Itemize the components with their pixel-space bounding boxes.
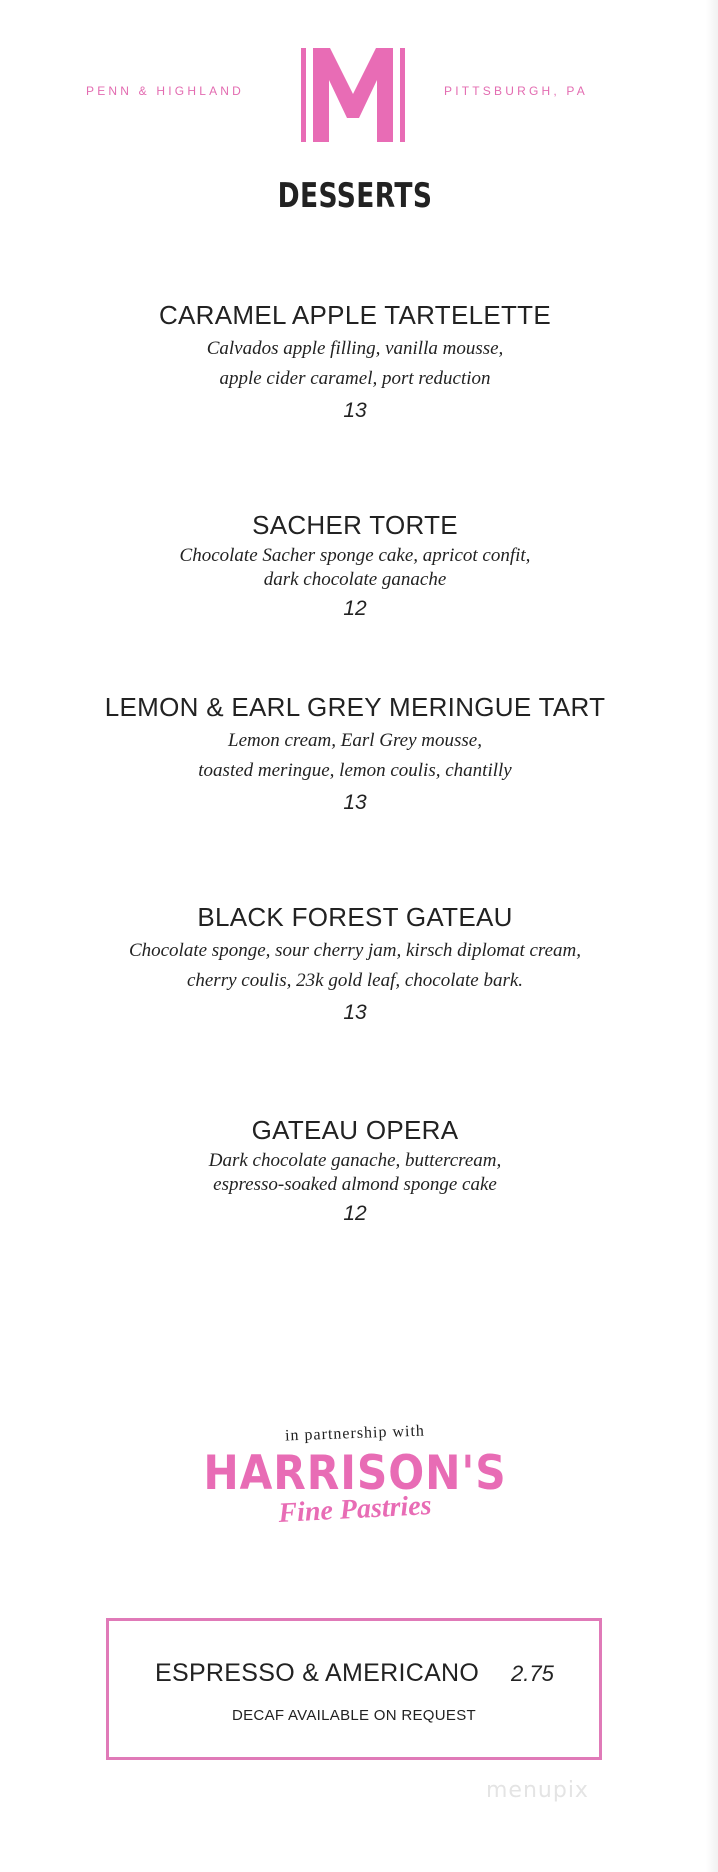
- item-name: SACHER TORTE: [252, 510, 458, 540]
- page-title: DESSERTS: [277, 176, 433, 216]
- item-description: [0, 1149, 710, 1197]
- menu-item: [0, 510, 710, 622]
- item-name: BLACK FOREST GATEAU: [197, 902, 513, 932]
- menu-item: [0, 692, 710, 816]
- restaurant-logo-icon: [297, 48, 409, 142]
- item-description-line: Calvados apple filling, vanilla mousse,: [206, 338, 504, 359]
- item-name: LEMON & EARL GREY MERINGUE TART: [104, 692, 606, 722]
- item-price: 13: [343, 1001, 367, 1024]
- item-description-line: Chocolate sponge, sour cherry jam, kirsch diplomat cream,: [128, 940, 582, 961]
- item-description-line: cherry coulis, 23k gold leaf, chocolate bark.: [186, 970, 524, 991]
- item-description-line: Chocolate Sacher sponge cake, apricot confit,: [179, 545, 531, 566]
- coffee-price: 2.75: [511, 1661, 554, 1686]
- item-description: [0, 334, 710, 394]
- location-left-text: PENN & HIGHLAND: [86, 84, 245, 98]
- coffee-name: ESPRESSO & AMERICANO: [155, 1659, 480, 1687]
- menu-item: [0, 1115, 710, 1227]
- item-description-line: toasted meringue, lemon coulis, chantilly: [198, 760, 512, 781]
- item-name: GATEAU OPERA: [251, 1115, 459, 1145]
- watermark: menupix: [486, 1778, 589, 1803]
- item-description-line: espresso-soaked almond sponge cake: [213, 1174, 497, 1195]
- coffee-box: [106, 1618, 602, 1760]
- item-name: CARAMEL APPLE TARTELETTE: [158, 300, 552, 330]
- item-description: [0, 936, 710, 996]
- menu-item: [0, 902, 710, 1026]
- menu-item: [0, 300, 710, 424]
- item-price: 12: [343, 597, 367, 620]
- item-description-line: Lemon cream, Earl Grey mousse,: [228, 730, 482, 751]
- coffee-note: DECAF AVAILABLE ON REQUEST: [232, 1707, 476, 1724]
- item-price: 13: [343, 399, 367, 422]
- item-description: [0, 544, 710, 592]
- location-right-text: PITTSBURGH, PA: [444, 84, 588, 98]
- partner-brand-logo: HARRISON'S: [203, 1446, 507, 1501]
- partnership-intro: in partnership with: [284, 1422, 426, 1445]
- item-price: 13: [343, 791, 367, 814]
- item-description-line: dark chocolate ganache: [263, 569, 447, 590]
- item-price: 12: [343, 1202, 367, 1225]
- partner-tagline: Fine Pastries: [277, 1490, 433, 1529]
- item-description-line: Dark chocolate ganache, buttercream,: [208, 1150, 502, 1171]
- item-description: [0, 726, 710, 786]
- item-description-line: apple cider caramel, port reduction: [219, 368, 491, 389]
